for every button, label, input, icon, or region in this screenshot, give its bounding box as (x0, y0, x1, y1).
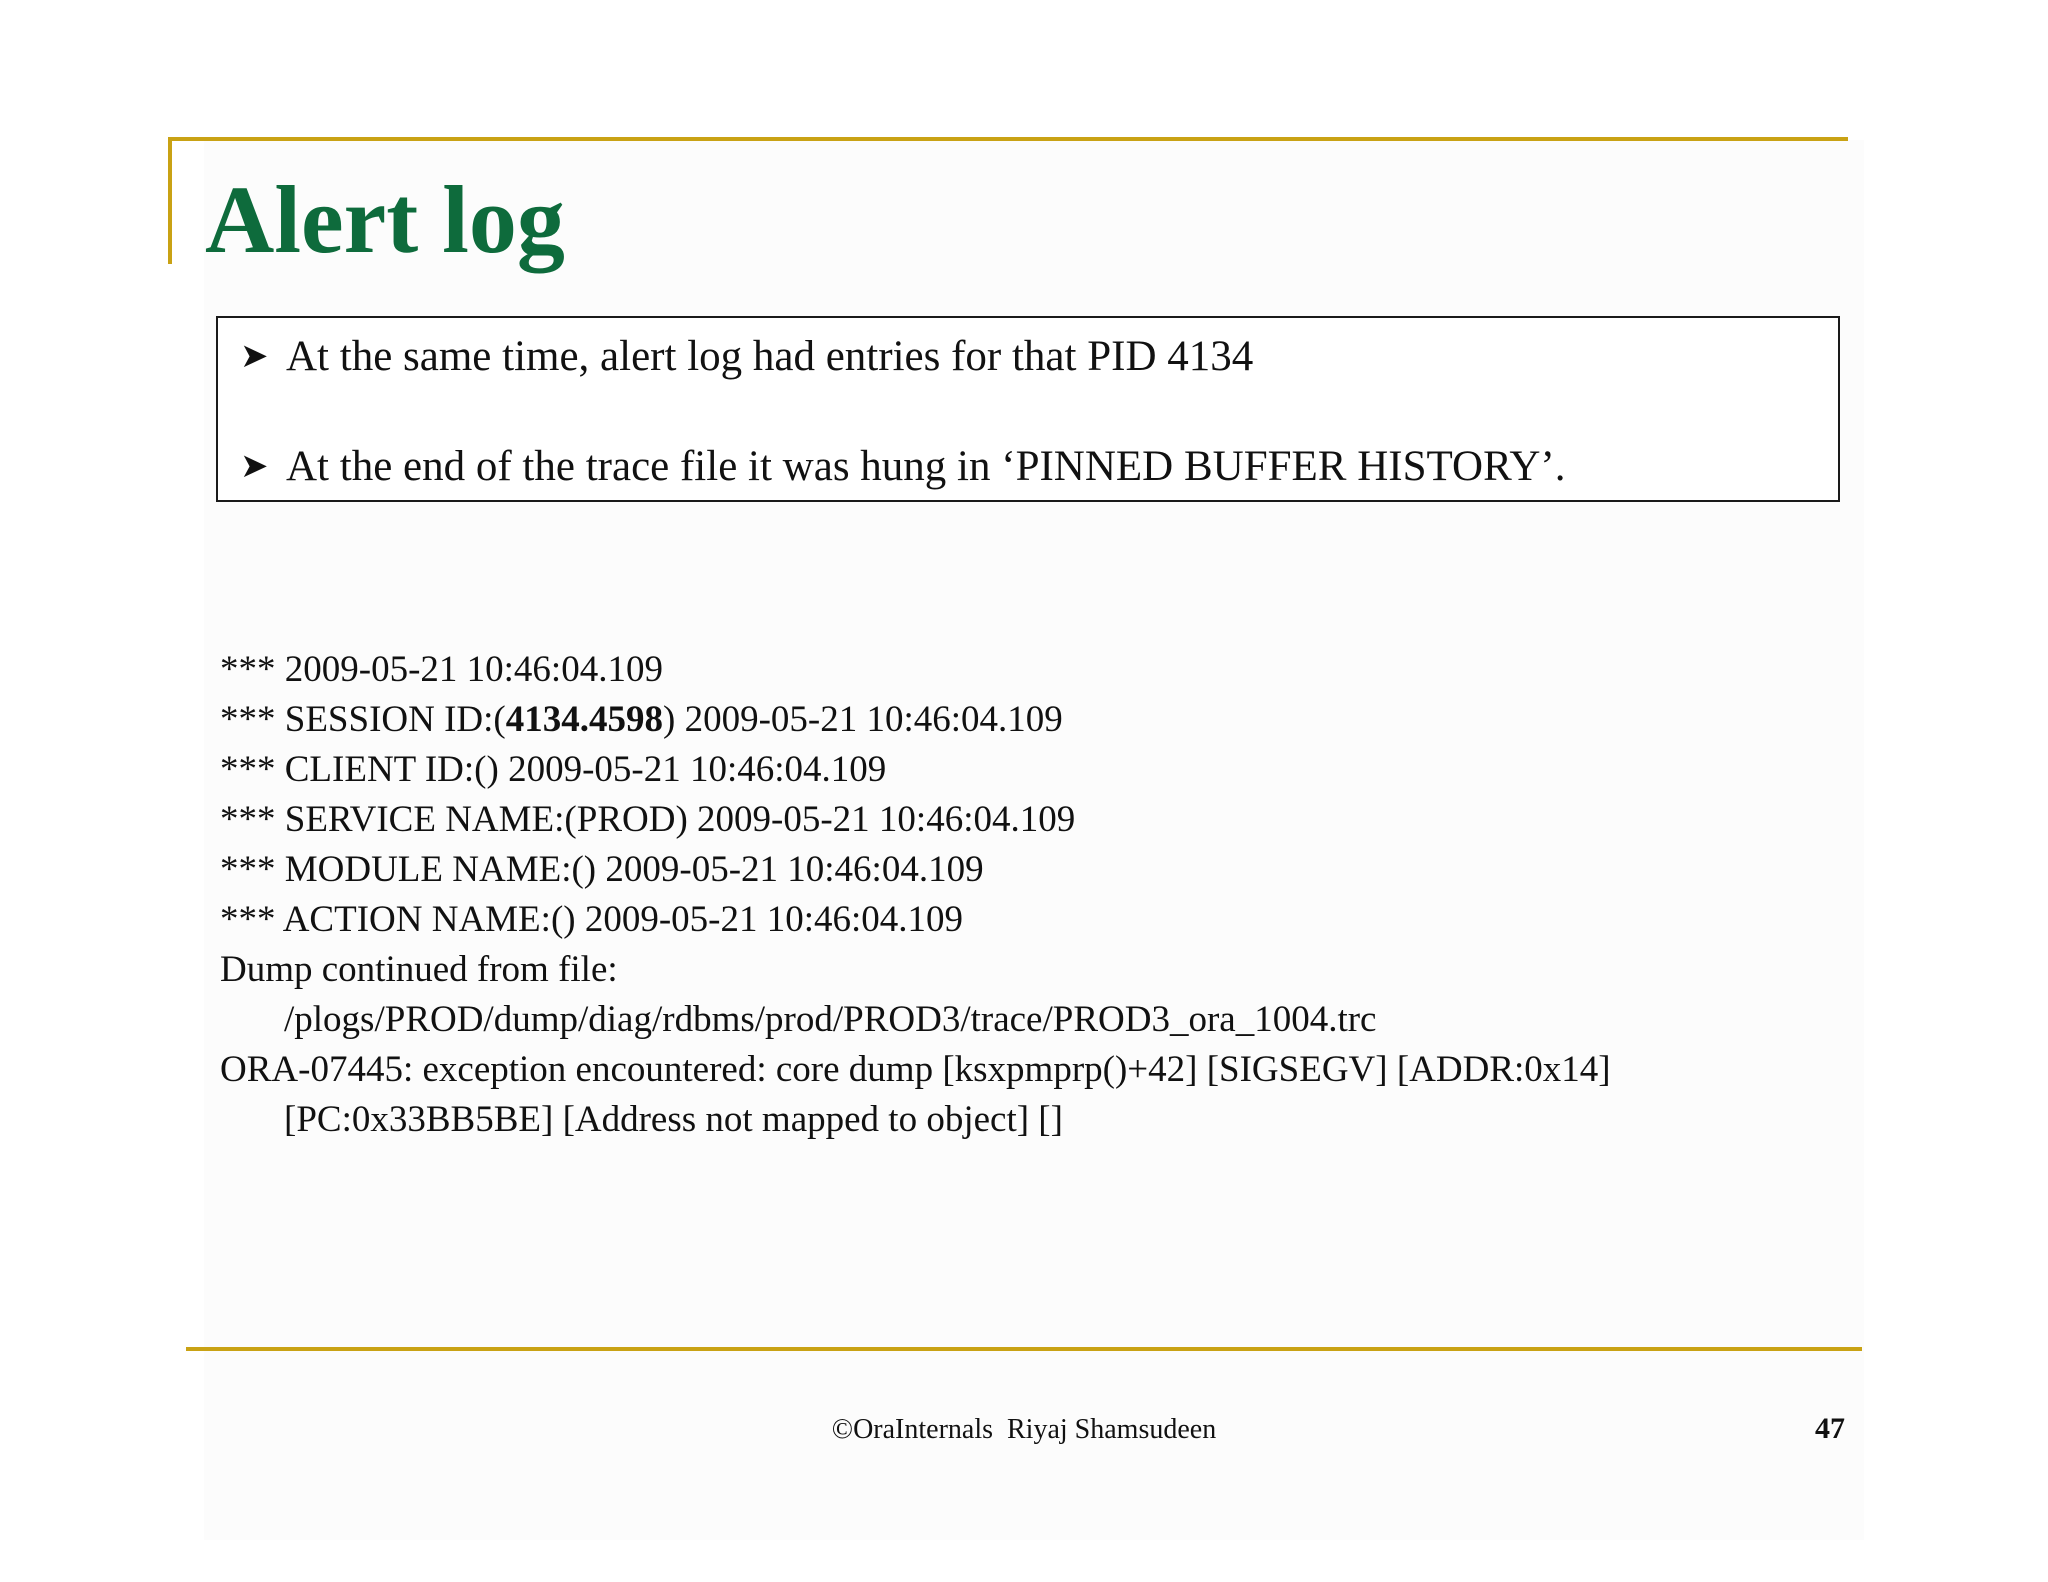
arrow-bullet-icon: ➤ (240, 446, 269, 486)
log-line: *** SERVICE NAME:(PROD) 2009-05-21 10:46:04.109 (220, 799, 1076, 840)
log-line: Dump continued from file: (220, 949, 618, 990)
bullet-box (216, 316, 1840, 502)
bullet-text: At the end of the trace file it was hung in ‘PINNED BUFFER HISTORY’. (286, 443, 1566, 490)
bottom-divider (186, 1347, 1862, 1351)
log-line: *** ACTION NAME:() 2009-05-21 10:46:04.109 (220, 899, 964, 940)
log-line-error: ORA-07445: exception encountered: core dump [ksxpmprp()+42] [SIGSEGV] [ADDR:0x14] (220, 1049, 1611, 1090)
log-line: *** CLIENT ID:() 2009-05-21 10:46:04.109 (220, 749, 887, 790)
bullet-item (240, 440, 1566, 493)
trace-log-block (220, 645, 1611, 1145)
page-number: 47 (1815, 1412, 1845, 1445)
slide-title: Alert log (205, 166, 565, 273)
log-text: ) 2009-05-21 10:46:04.109 (663, 699, 1063, 740)
left-accent-bar (168, 137, 172, 264)
session-id-value: 4134.4598 (505, 699, 663, 740)
log-line-error-cont: [PC:0x33BB5BE] [Address not mapped to object] [] (284, 1099, 1063, 1140)
log-line-session (220, 695, 1611, 745)
log-line: *** 2009-05-21 10:46:04.109 (220, 649, 663, 690)
arrow-bullet-icon: ➤ (240, 336, 269, 376)
footer-copyright: ©OraInternals Riyaj Shamsudeen (831, 1414, 1217, 1445)
log-line: *** MODULE NAME:() 2009-05-21 10:46:04.109 (220, 849, 984, 890)
bullet-item (240, 330, 1253, 383)
log-line-trace-path: /plogs/PROD/dump/diag/rdbms/prod/PROD3/trace/PROD3_ora_1004.trc (284, 999, 1377, 1040)
log-text: *** SESSION ID:( (220, 699, 506, 740)
bullet-text: At the same time, alert log had entries for that PID 4134 (286, 333, 1254, 380)
top-divider (168, 137, 1848, 141)
